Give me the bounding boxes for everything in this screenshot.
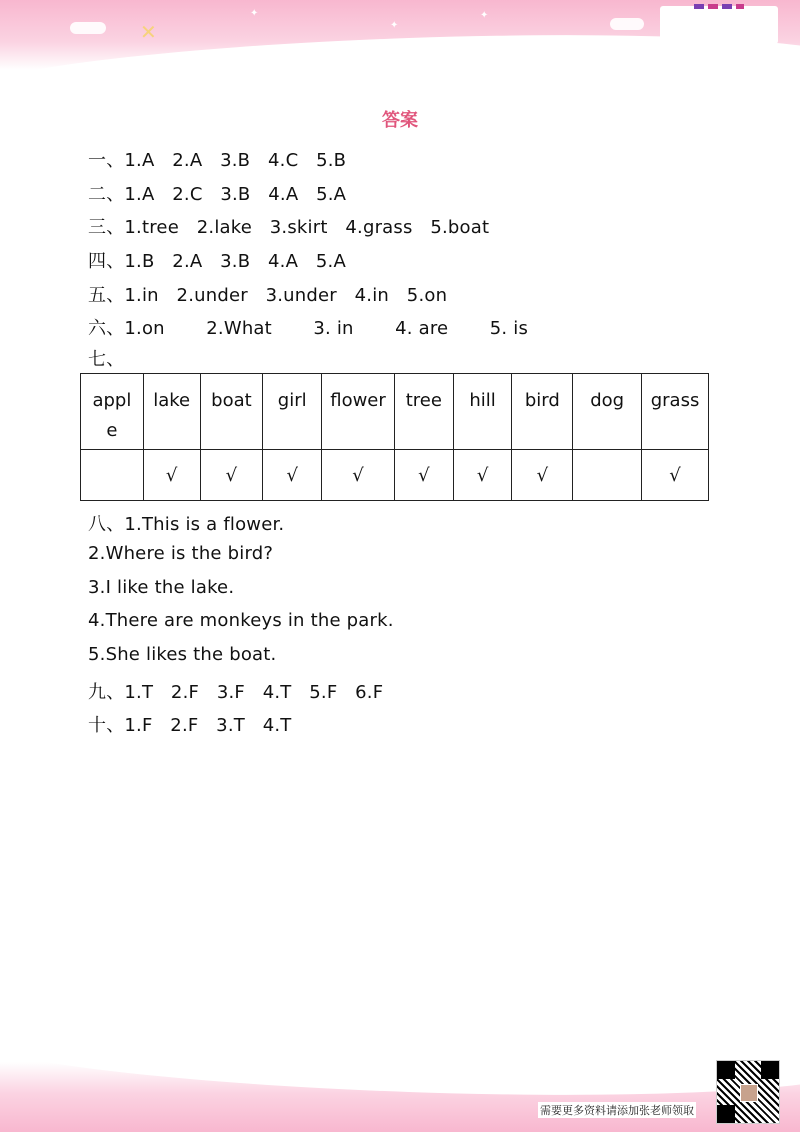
- page-title: 答案: [382, 110, 418, 131]
- answer-line-4: 四、1.B 2.A 3.B 4.A 5.A: [88, 251, 346, 272]
- qr-code-icon: [716, 1060, 780, 1124]
- answer-line-11: 4.There are monkeys in the park.: [88, 610, 394, 631]
- table-cell-word: lake: [143, 374, 200, 450]
- table-cell-mark: √: [322, 450, 395, 501]
- table-cell-mark: √: [642, 450, 709, 501]
- table-cell-word: girl: [263, 374, 322, 450]
- corner-logo-box: [660, 6, 778, 44]
- table-cell-mark: √: [200, 450, 263, 501]
- sparkle-icon: ✕: [140, 22, 157, 44]
- answer-line-14: 十、1.F 2.F 3.T 4.T: [88, 715, 292, 736]
- qr-footer: [538, 1060, 780, 1122]
- answer-line-10: 3.I like the lake.: [88, 577, 235, 598]
- table-cell-word: boat: [200, 374, 263, 450]
- answer-line-3: 三、1.tree 2.lake 3.skirt 4.grass 5.boat: [88, 217, 490, 238]
- answer-line-13: 九、1.T 2.F 3.F 4.T 5.F 6.F: [88, 682, 384, 703]
- table-cell-mark: √: [143, 450, 200, 501]
- answer-line-7: 七、: [88, 349, 125, 370]
- answer-line-5: 五、1.in 2.under 3.under 4.in 5.on: [88, 285, 448, 306]
- table-cell-mark: √: [453, 450, 512, 501]
- answer-table: [80, 373, 709, 501]
- answer-line-2: 二、1.A 2.C 3.B 4.A 5.A: [88, 184, 347, 205]
- table-cell-mark: [81, 450, 144, 501]
- table-cell-word: dog: [573, 374, 642, 450]
- answer-line-9: 2.Where is the bird?: [88, 543, 274, 564]
- table-cell-word: grass: [642, 374, 709, 450]
- table-cell-word: hill: [453, 374, 512, 450]
- answer-line-8: 八、1.This is a flower.: [88, 514, 285, 535]
- table-cell-mark: √: [263, 450, 322, 501]
- table-cell-mark: [573, 450, 642, 501]
- table-cell-mark: √: [512, 450, 573, 501]
- answer-line-1: 一、1.A 2.A 3.B 4.C 5.B: [88, 150, 347, 171]
- table-cell-word: tree: [394, 374, 453, 450]
- answer-line-12: 5.She likes the boat.: [88, 644, 277, 665]
- table-cell-word: bird: [512, 374, 573, 450]
- table-cell-mark: √: [394, 450, 453, 501]
- table-row: [81, 450, 709, 501]
- table-row: [81, 374, 709, 450]
- top-decorative-banner: ✕ ✦ ✦ ✦: [0, 0, 800, 70]
- qr-caption: 需要更多资料请添加张老师领取: [540, 1104, 694, 1117]
- table-cell-word: appl e: [81, 374, 144, 450]
- table-cell-word: flower: [322, 374, 395, 450]
- answer-line-6: 六、1.on 2.What 3. in 4. are 5. is: [88, 318, 529, 339]
